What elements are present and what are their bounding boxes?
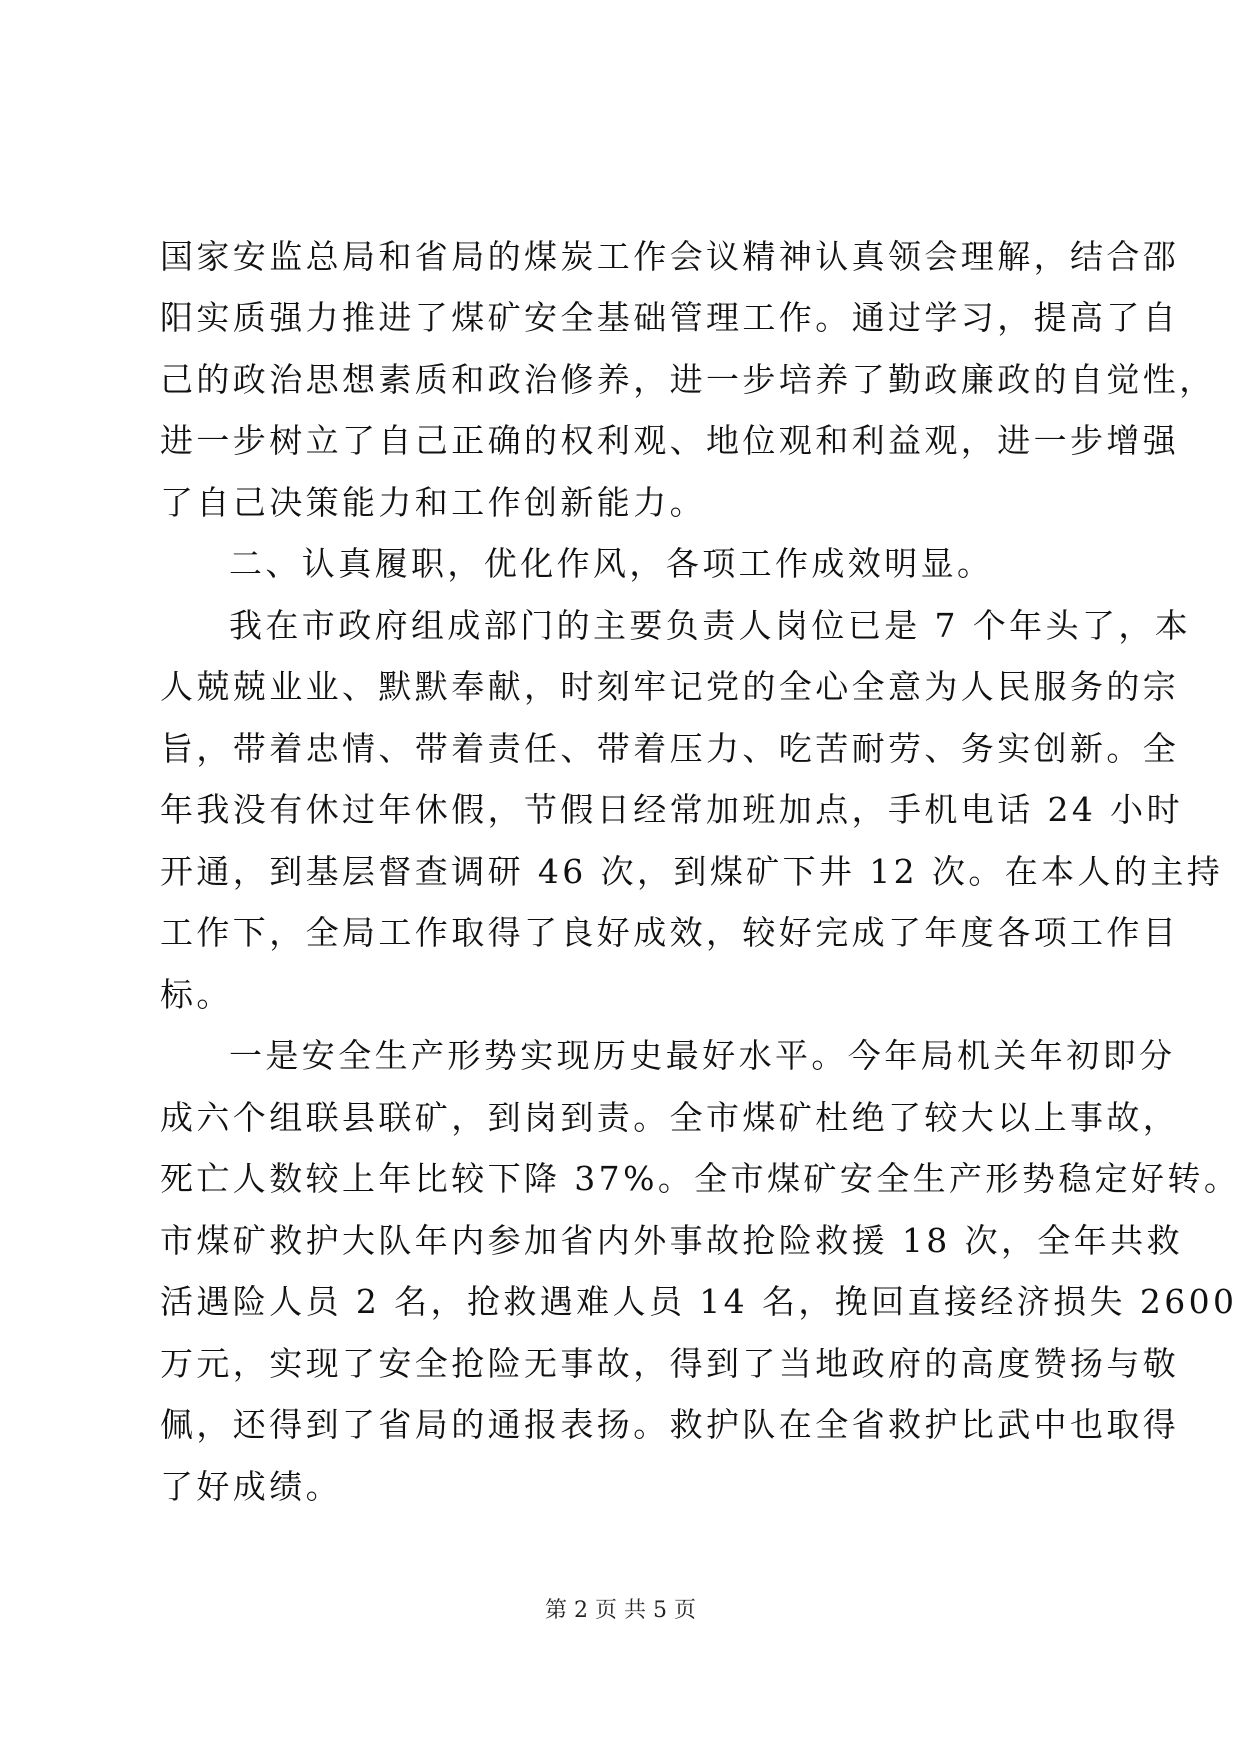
body-line-9: 旨，带着忠情、带着责任、带着压力、吃苦耐劳、务实创新。全	[160, 729, 1180, 768]
body-line-13: 标。	[160, 975, 233, 1014]
body-line-20: 佩，还得到了省局的通报表扬。救护队在全省救护比武中也取得	[160, 1405, 1180, 1444]
body-line-18: 活遇险人员 2 名，抢救遇难人员 14 名，挽回直接经济损失 2600	[160, 1282, 1238, 1321]
body-line-17: 市煤矿救护大队年内参加省内外事故抢险救援 18 次，全年共救	[160, 1221, 1183, 1260]
body-line-19: 万元，实现了安全抢险无事故，得到了当地政府的高度赞扬与敬	[160, 1344, 1180, 1383]
body-line-14: 一是安全生产形势实现历史最好水平。今年局机关年初即分	[229, 1036, 1176, 1075]
body-line-10: 年我没有休过年休假，节假日经常加班加点，手机电话 24 小时	[160, 790, 1183, 829]
body-line-5: 了自己决策能力和工作创新能力。	[160, 483, 706, 522]
body-line-8: 人兢兢业业、默默奉献，时刻牢记党的全心全意为人民服务的宗	[160, 667, 1180, 706]
body-line-1: 国家安监总局和省局的煤炭工作会议精神认真领会理解，结合邵	[160, 237, 1180, 276]
body-line-21: 了好成绩。	[160, 1467, 342, 1506]
body-line-7: 我在市政府组成部门的主要负责人岗位已是 7 个年头了，本	[229, 606, 1192, 645]
body-line-4: 进一步树立了自己正确的权利观、地位观和利益观，进一步增强	[160, 421, 1180, 460]
body-line-11: 开通，到基层督查调研 46 次，到煤矿下井 12 次。在本人的主持	[160, 852, 1224, 891]
body-line-16: 死亡人数较上年比较下降 37%。全市煤矿安全生产形势稳定好转。	[160, 1159, 1241, 1198]
body-line-2: 阳实质强力推进了煤矿安全基础管理工作。通过学习，提高了自	[160, 298, 1180, 337]
body-line-15: 成六个组联县联矿，到岗到责。全市煤矿杜绝了较大以上事故，	[160, 1098, 1180, 1137]
page-footer: 第 2 页 共 5 页	[545, 1598, 696, 1623]
body-line-3: 己的政治思想素质和政治修养，进一步培养了勤政廉政的自觉性，	[160, 360, 1216, 399]
section-heading: 二、认真履职，优化作风，各项工作成效明显。	[229, 544, 994, 583]
body-line-12: 工作下，全局工作取得了良好成效，较好完成了年度各项工作目	[160, 913, 1180, 952]
